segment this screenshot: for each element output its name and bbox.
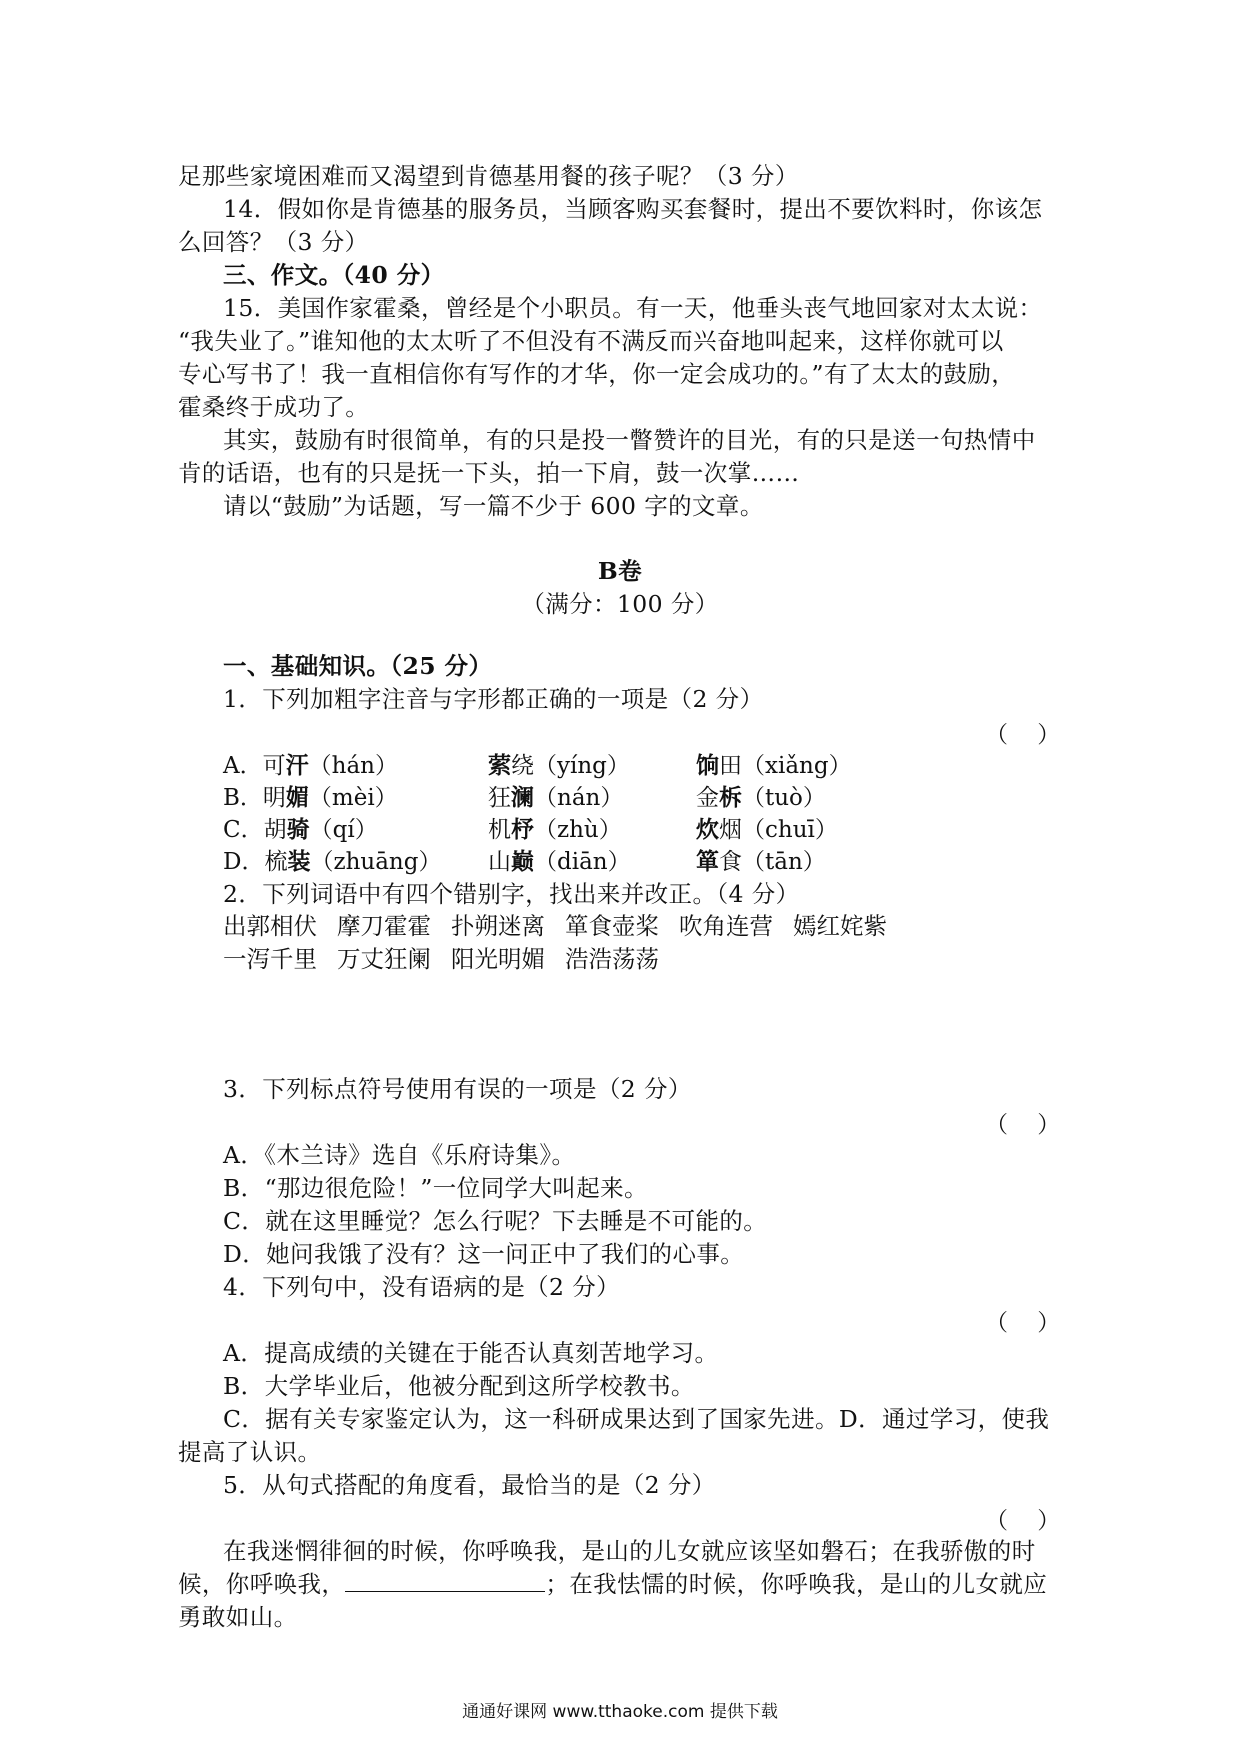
section-heading: 一、基础知识。（25 分）: [223, 652, 493, 680]
exam-page: 足那些家境困难而又渴望到肯德基用餐的孩子呢？（3 分） 14．假如你是肯德基的服务员，当顾客购买套餐时，提出不要饮料时，你该怎 么回答？（3 分） 三、作文。（40 分） 15．美国作家霍桑，曾经是个小职员。有一天，他垂头丧气地回家对太太说： “我失业了。”谁知他的太太听了不但没有不满反而兴奋地叫起来，这样你就可以 专心写书了！我一直相信你有写作的才华，你一定会成功的。”有了太太的鼓励， 霍桑终于成功了。 其实，鼓励有时很简单，有的只是投一瞥赞许的目光，有的只是送一句热情中 肯的话语，也有的只是抚一下头，拍一下肩，鼓一次掌…… 请以“鼓励”为话题，写一篇不少于 600 字的文章。 B卷 （满分：100 分） 一、基础知识。（25 分） 1．下列加粗字注音与字形都正确的一项是（2 分） （ ） A．可汗（hán） 萦绕（yíng） 饷田（xiǎng） B．明媚（mèi） 狂澜（nán） 金柝（tuò） C．胡骑（qí） 机杼（zhù） 炊烟（chuī） D．梳装（zhuāng） 山巅（diān） 箪食（tān） 2．下列词语中有四个错别字，找出来并改正。（4 分） 出郭相伏 摩刀霍霍 扑朔迷离 箪食壶桨 吹角连营 嫣红姹紫 一泻千里 万丈狂阑 阳光明媚 浩浩荡荡 3．下列标点符号使用有误的一项是（2 分） （ ） A．《木兰诗》选自《乐府诗集》。 B．“那边很危险！”一位同学大叫起来。 C．就在这里睡觉？怎么行呢？下去睡是不可能的。 D．她问我饿了没有？这一问正中了我们的心事。 4．下列句中，没有语病的是（2 分） （ ） A．提高成绩的关键在于能否认真刻苦地学习。 B．大学毕业后，他被分配到这所学校教书。 C．据有关专家鉴定认为，这一科研成果达到了国家先进。D．通过学习，使我 提高了认识。 5．从句式搭配的角度看，最恰当的是（2 分） （ ） 在我迷惘徘徊的时候，你呼唤我，是山的儿女就应该坚如磐石；在我骄傲的时 候，你呼唤我， ；在我怯懦的时候，你呼唤我，是山的儿女就应 勇敢如山。 通通好课网 www.tthaoke.com 提供下载: [0, 0, 1240, 1754]
option-a: A．《木兰诗》选自《乐府诗集》。: [223, 1141, 576, 1169]
word: 浩浩荡荡: [565, 945, 659, 973]
text-line: 其实，鼓励有时很简单，有的只是投一瞥赞许的目光，有的只是送一句热情中: [223, 426, 1036, 454]
answer-parentheses: （ ）: [985, 1112, 1061, 1138]
text-line: 专心写书了！我一直相信你有写作的才华，你一定会成功的。”有了太太的鼓励，: [178, 360, 1016, 388]
word-list-row-1: [223, 910, 907, 942]
word: 出郭相伏: [223, 912, 317, 940]
word-list-row-2: [223, 943, 679, 975]
answer-parentheses: （ ）: [985, 1310, 1061, 1336]
section-score: （满分：100 分）: [521, 590, 719, 618]
question-1: 1．下列加粗字注音与字形都正确的一项是（2 分）: [223, 685, 764, 713]
footer-text: 通通好课网 www.tthaoke.com 提供下载: [462, 1702, 778, 1722]
question-2: 2．下列词语中有四个错别字，找出来并改正。（4 分）: [223, 880, 800, 908]
text-line: 提高了认识。: [178, 1438, 322, 1466]
answer-blank[interactable]: [345, 1569, 545, 1592]
option-c: C．就在这里睡觉？怎么行呢？下去睡是不可能的。: [223, 1207, 768, 1235]
text-line: “我失业了。”谁知他的太太听了不但没有不满反而兴奋地叫起来，这样你就可以: [178, 327, 1004, 355]
question-5: 5．从句式搭配的角度看，最恰当的是（2 分）: [223, 1471, 716, 1499]
option-d: D．她问我饿了没有？这一问正中了我们的心事。: [223, 1240, 745, 1268]
question-3: 3．下列标点符号使用有误的一项是（2 分）: [223, 1075, 692, 1103]
section-heading: 三、作文。（40 分）: [223, 261, 445, 289]
word: 嫣红姹紫: [793, 912, 887, 940]
word: 万丈狂阑: [337, 945, 431, 973]
option-b: B．大学毕业后，他被分配到这所学校教书。: [223, 1372, 695, 1400]
question-14: 14．假如你是肯德基的服务员，当顾客购买套餐时，提出不要饮料时，你该怎: [223, 195, 1043, 223]
word: 扑朔迷离: [451, 912, 545, 940]
answer-parentheses: （ ）: [985, 1508, 1061, 1534]
text-line: 在我迷惘徘徊的时候，你呼唤我，是山的儿女就应该坚如磐石；在我骄傲的时: [223, 1537, 1036, 1565]
text-line: 霍桑终于成功了。: [178, 393, 370, 421]
text-line: 勇敢如山。: [178, 1603, 298, 1631]
word: 摩刀霍霍: [337, 912, 431, 940]
word: 一泻千里: [223, 945, 317, 973]
word: 吹角连营: [679, 912, 773, 940]
word: 箪食壶桨: [565, 912, 659, 940]
text-line: 么回答？（3 分）: [178, 228, 369, 256]
answer-parentheses: （ ）: [985, 722, 1061, 748]
question-4: 4．下列句中，没有语病的是（2 分）: [223, 1273, 621, 1301]
word: 阳光明媚: [451, 945, 545, 973]
option-c: C．据有关专家鉴定认为，这一科研成果达到了国家先进。D．通过学习，使我: [223, 1405, 1050, 1433]
text-line: 肯的话语，也有的只是抚一下头，拍一下肩，鼓一次掌……: [178, 459, 800, 487]
text-line: 请以“鼓励”为话题，写一篇不少于 600 字的文章。: [223, 492, 764, 520]
question-15: 15．美国作家霍桑，曾经是个小职员。有一天，他垂头丧气地回家对太太说：: [223, 294, 1043, 322]
fill-in-line: 候，你呼唤我， ；在我怯懦的时候，你呼唤我，是山的儿女就应: [178, 1570, 1048, 1598]
section-title: B卷: [597, 557, 643, 585]
option-b: B．“那边很危险！”一位同学大叫起来。: [223, 1174, 648, 1202]
option-a: A．提高成绩的关键在于能否认真刻苦地学习。: [223, 1339, 719, 1367]
text-line: 足那些家境困难而又渴望到肯德基用餐的孩子呢？（3 分）: [178, 162, 799, 190]
